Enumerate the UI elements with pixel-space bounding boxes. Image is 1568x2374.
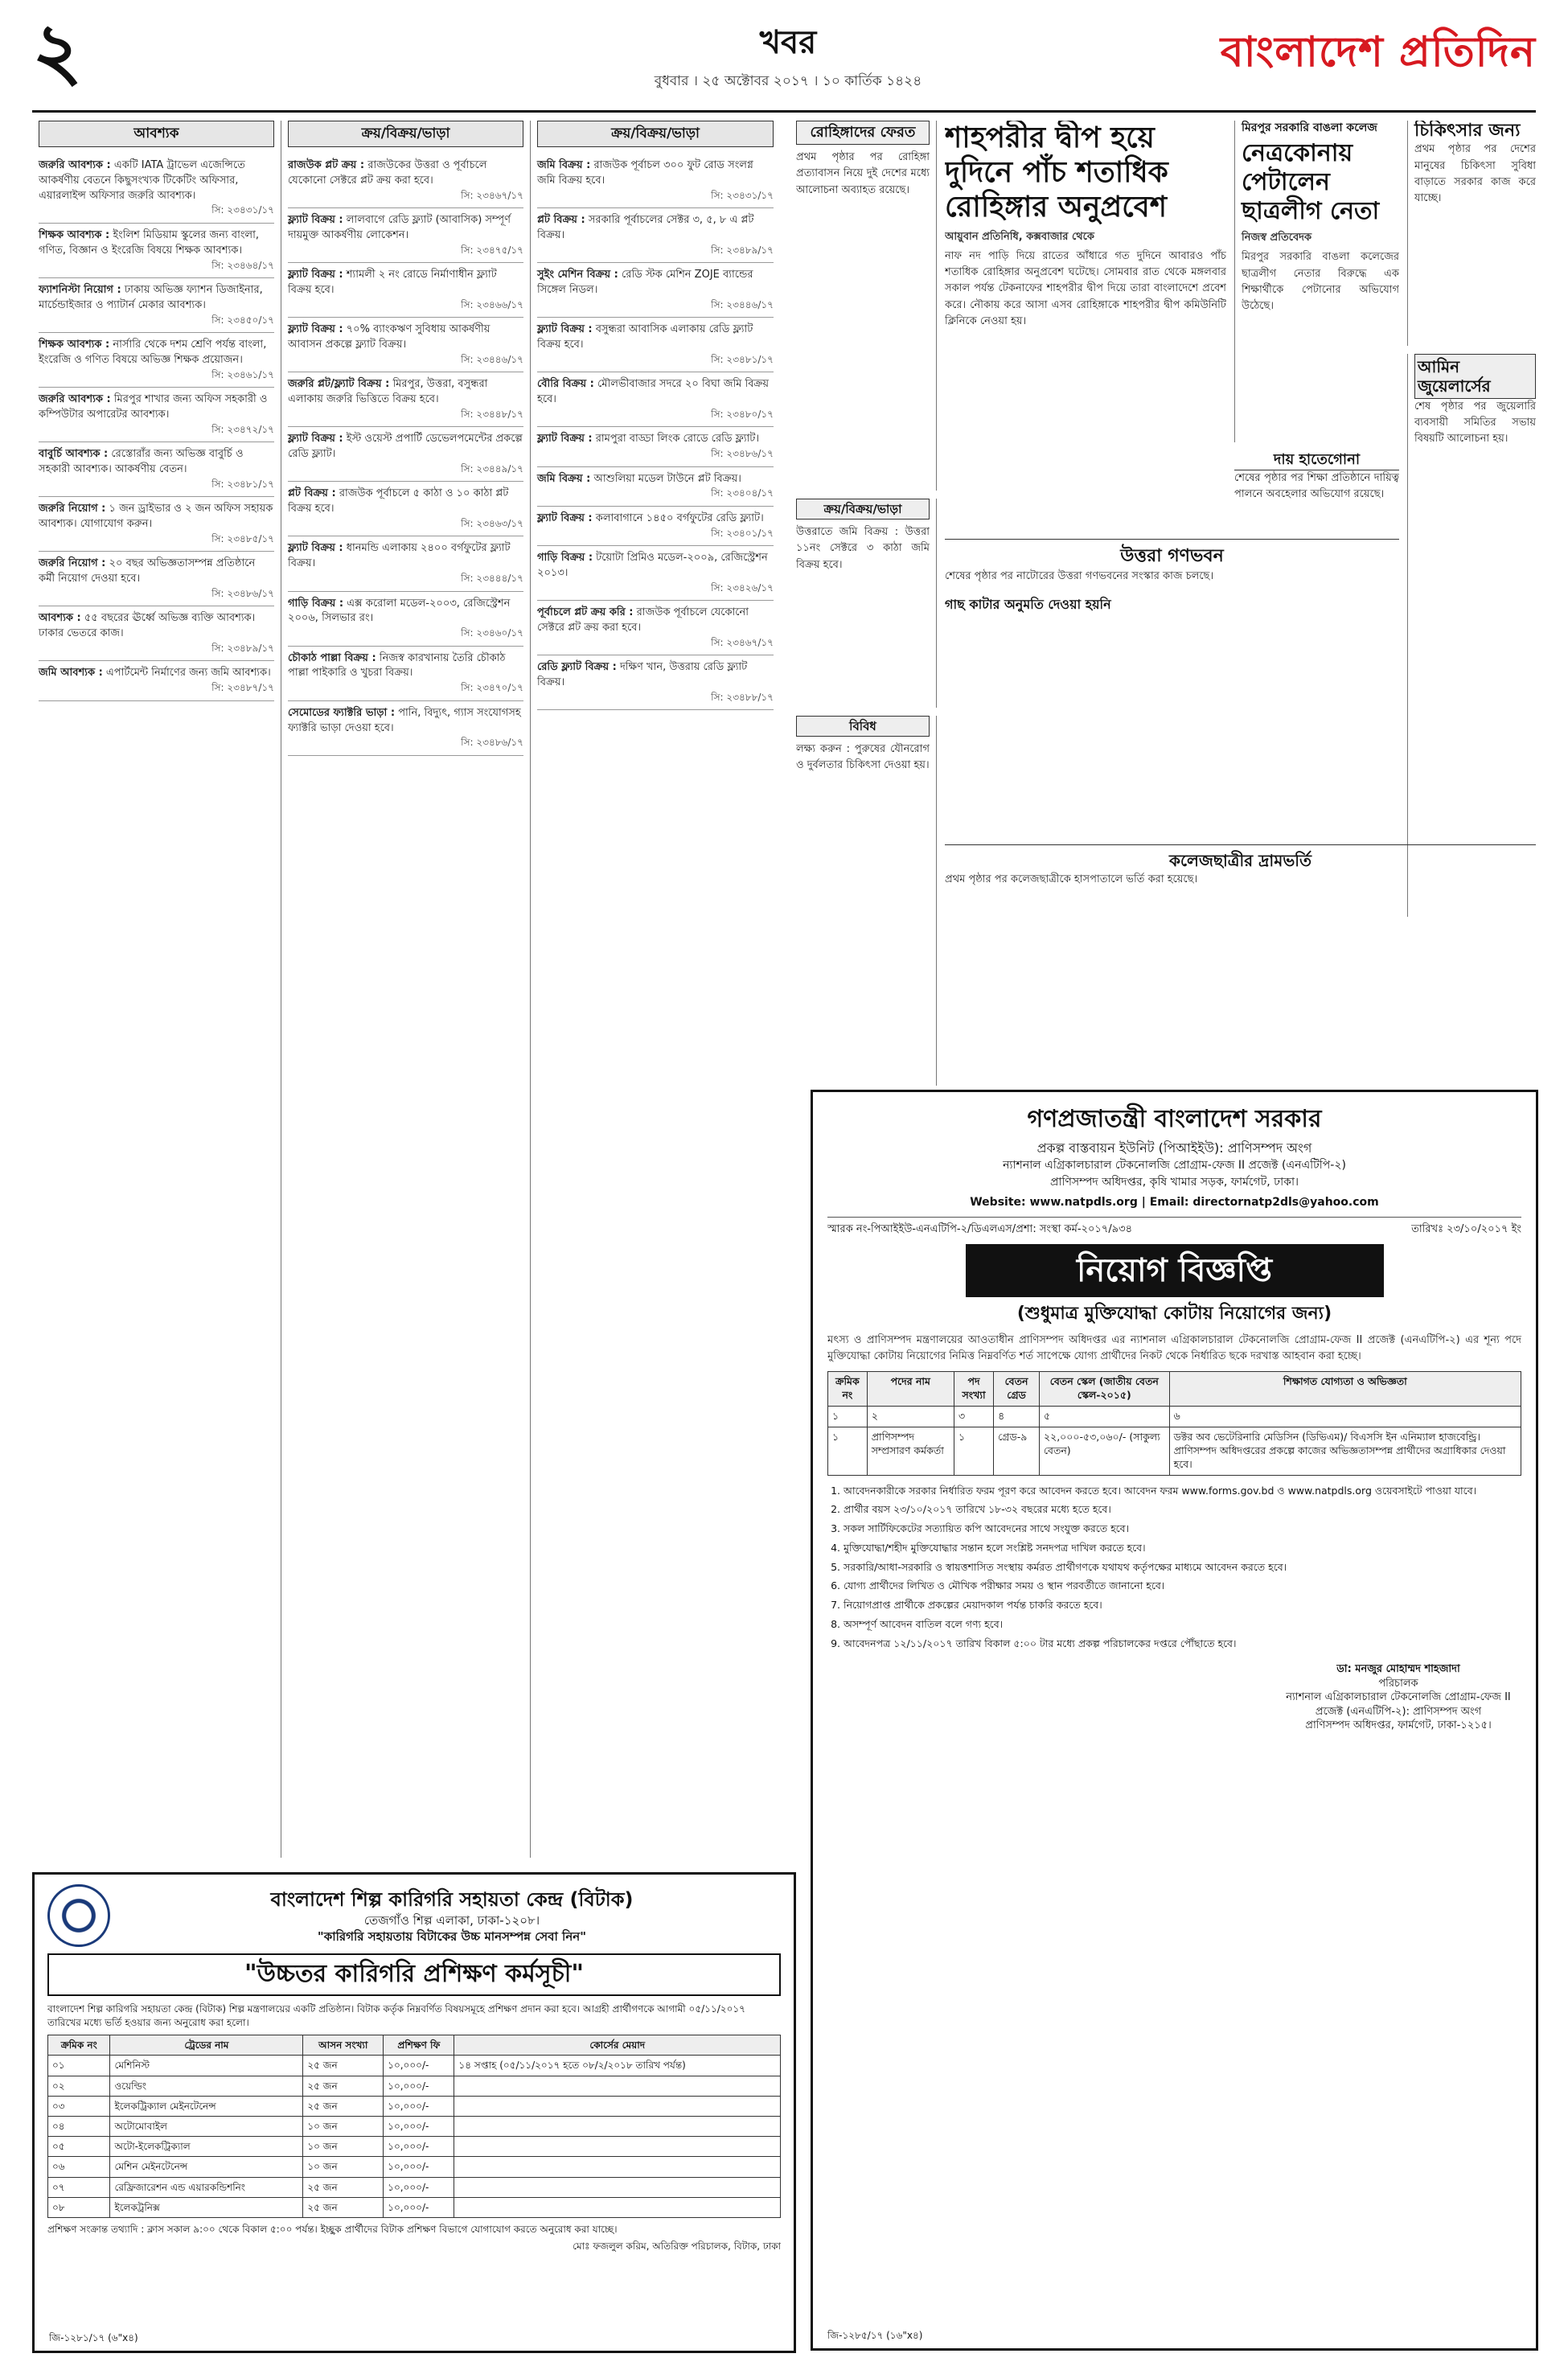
classified-ad xyxy=(288,482,523,536)
ad-title: প্লট বিক্রয় : xyxy=(537,214,585,227)
table-cell: ২৫ জন xyxy=(303,2076,384,2096)
column-heading: আবশ্যক xyxy=(39,121,274,147)
story-kicker: মিরপুর সরকারি বাঙলা কলেজ xyxy=(1242,121,1377,134)
misc-body: লক্ষ্য করুন : পুরুষের যৌনরোগ ও দুর্বলতার চিকিৎসা দেওয়া হয়। xyxy=(796,743,930,772)
ad-text: নার্সারি থেকে দশম শ্রেণি পর্যন্ত বাংলা, ইংরেজি ও গণিত বিষয়ে অভিজ্ঞ শিক্ষক প্রয়োজন। xyxy=(39,339,267,366)
classified-ad xyxy=(288,536,523,591)
table-cell: ৬ xyxy=(1169,1407,1521,1427)
table-cell: ১০ জন xyxy=(303,2157,384,2177)
term-item: 1. আবেদনকারীকে সরকার নির্ধারিত ফরম পূরণ করে আবেদন করতে হবে। আবেদন ফরম www.forms.gov.bd ও www.natpdls.org ওয়েবসাইটে পাওয়া যাবে। xyxy=(844,1484,1521,1499)
story-body: প্রথম পৃষ্ঠার পর রোহিঙ্গা প্রত্যাবাসন নিয়ে দুই দেশের মধ্যে আলোচনা অব্যাহত রয়েছে। xyxy=(796,151,930,196)
classified-ad xyxy=(39,333,274,388)
ad-title: ফ্ল্যাট বিক্রয় : xyxy=(288,433,343,446)
ad-title: ফ্যাশনিস্টা নিয়োগ : xyxy=(39,283,121,296)
ad-ref: সি: ২৩৪৬১/১৭ xyxy=(211,368,274,380)
table-cell: বেতন গ্রেড xyxy=(994,1372,1040,1407)
table-cell: ১ xyxy=(828,1407,868,1427)
ad-text: পানি, বিদ্যুৎ, গ্যাস সংযোগসহ ফ্যাক্টরি ভাড়া দেওয়া হবে। xyxy=(288,706,521,734)
bitac-footer: প্রশিক্ষণ সংক্রান্ত তথ্যাদি : ক্লাস সকাল ৯:০০ থেকে বিকাল ৫:০০ পর্যন্ত। ইচ্ছুক প্রার্থীদের বিটাক প্রশিক্ষণ বিভাগে যোগাযোগ করতে অনুরোধ করা যাচ্ছে। xyxy=(47,2223,618,2235)
table-cell: ইলেকট্রনিক্স xyxy=(110,2197,303,2217)
bitac-title: বাংলাদেশ শিল্প কারিগরি সহায়তা কেন্দ্র (বিটাক) xyxy=(270,1887,634,1911)
bitac-intro: বাংলাদেশ শিল্প কারিগরি সহায়তা কেন্দ্র (বিটাক) শিল্প মন্ত্রণালয়ের একটি প্রতিষ্ঠান। বিটাক কর্তৃক নিম্নবর্ণিত বিষয়সমূহে প্রশিক্ষণ প্রদান করা হবে। আগ্রহী প্রার্থীগণকে আগামী ০৫/১১/২০১৭ তারিখের মধ্যে ভর্তি হওয়ার জন্য অনুরোধ করা হলো। xyxy=(47,2002,745,2028)
ad-text: রাজউক পূর্বাচলে যেকোনো সেক্টরে প্লট ক্রয় করা হবে। xyxy=(537,606,749,634)
table-cell: ০৩ xyxy=(48,2096,110,2116)
classified-ad xyxy=(39,224,274,278)
table-cell: ২৫ জন xyxy=(303,2056,384,2076)
table-cell: ১০ জন xyxy=(303,2137,384,2157)
ad-text: ধানমন্ডি এলাকায় ২৪০০ বর্গফুটের ফ্ল্যাট বিক্রয়। xyxy=(288,542,511,570)
notice-title: নিয়োগ বিজ্ঞপ্তি xyxy=(966,1244,1384,1297)
ad-title: জরুরি নিয়োগ : xyxy=(39,557,106,570)
classified-ad xyxy=(39,442,274,497)
column-heading: ক্রয়/বিক্রয়/ভাড়া xyxy=(288,121,523,147)
ad-ref: সি: ২৩৪৮৭/১৭ xyxy=(211,682,274,694)
table-cell: ৪ xyxy=(994,1407,1040,1427)
ad-title: জরুরি আবশ্যক : xyxy=(39,393,111,406)
sale-body: উত্তরাতে জমি বিক্রয় : উত্তরা ১১নং সেক্টরে ৩ কাঠা জমি বিক্রয় হবে। xyxy=(796,526,930,571)
table-header-row xyxy=(828,1372,1521,1407)
table-cell: ০৮ xyxy=(48,2197,110,2217)
ad-title: জমি বিক্রয় : xyxy=(537,158,591,171)
table-cell: ক্রমিক নং xyxy=(828,1372,868,1407)
table-cell: ০৬ xyxy=(48,2157,110,2177)
ad-title: ফ্ল্যাট বিক্রয় : xyxy=(288,214,343,227)
classified-ad xyxy=(39,497,274,552)
table-cell: ১০,০০০/- xyxy=(384,2056,454,2076)
ad-text: রাজউকের উত্তরা ও পূর্বাচলে যেকোনো সেক্টরে প্লট ক্রয় করা হবে। xyxy=(288,158,487,187)
ad-text: ঢাকায় অভিজ্ঞ ফ্যাশন ডিজাইনার, মার্চেন্ডাইজার ও প্যাটার্ন মেকার আবশ্যক। xyxy=(39,283,263,311)
ad-title: শিক্ষক আবশ্যক : xyxy=(39,339,110,351)
ad-title: ফ্ল্যাট বিক্রয় : xyxy=(288,323,343,336)
table-cell: প্রশিক্ষণ ফি xyxy=(384,2035,454,2056)
ad-title: চৌকাঠ পাল্লা বিক্রয় : xyxy=(288,651,376,664)
column-buy-sell xyxy=(281,121,531,1858)
term-item: 3. সকল সার্টিফিকেটের সত্যায়িত কপি আবেদনের সাথে সংযুক্ত করতে হবে। xyxy=(844,1522,1521,1537)
bitac-slogan: "কারিগরি সহায়তায় বিটাকের উচ্চ মানসম্পন্ন সেবা নিন" xyxy=(317,1929,587,1945)
college-story xyxy=(1234,121,1399,442)
table-row xyxy=(48,2177,781,2197)
table-cell xyxy=(454,2177,781,2197)
classified-ad xyxy=(288,372,523,427)
ad-ref: সি: ২৩৪৮১/১৭ xyxy=(711,353,774,365)
signer-name: ডা: মনজুর মোহাম্মদ শাহজাদা xyxy=(1336,1663,1460,1676)
table-row xyxy=(48,2137,781,2157)
table-cell: ০৪ xyxy=(48,2117,110,2137)
table-cell: প্রাণিসম্পদ সম্প্রসারণ কর্মকর্তা xyxy=(867,1427,954,1475)
ad-title: ফ্ল্যাট বিক্রয় : xyxy=(288,542,343,555)
news-area xyxy=(796,121,1536,1086)
table-cell: ০২ xyxy=(48,2076,110,2096)
table-cell xyxy=(454,2096,781,2116)
classified-ad xyxy=(288,647,523,701)
notice-signature xyxy=(1278,1662,1519,1733)
ad-text: রাজউক পূর্বাচলে ৫ কাঠা ও ১০ কাঠা প্লট বিক্রয় হবে। xyxy=(288,487,509,515)
ad-ref: সি: ২৩৪৪৮/১৭ xyxy=(461,408,523,420)
table-cell: বেতন স্কেল (জাতীয় বেতন স্কেল-২০১৫) xyxy=(1039,1372,1169,1407)
rohingya-return-story xyxy=(796,121,937,491)
classified-ad xyxy=(288,427,523,482)
table-cell: ৩ xyxy=(954,1407,993,1427)
memo-date: তারিখঃ ২৩/১০/২০১৭ ইং xyxy=(1411,1222,1521,1235)
classified-ad xyxy=(537,655,774,710)
ad-ref: সি: ২৩৪৮৫/১৭ xyxy=(211,532,274,544)
term-item: 8. অসম্পূর্ণ আবেদন বাতিল বলে গণ্য হবে। xyxy=(844,1617,1521,1633)
notice-terms xyxy=(827,1484,1521,1652)
table-cell: ১০,০০০/- xyxy=(384,2177,454,2197)
ad-title: বাবুর্চি আবশ্যক : xyxy=(39,448,109,461)
table-cell: আসন সংখ্যা xyxy=(303,2035,384,2056)
ad-title: পূর্বাচলে প্লট ক্রয় করি : xyxy=(537,606,634,619)
ad-title: প্লট বিক্রয় : xyxy=(288,487,336,500)
duty-headline: দায় হাতেগোনা xyxy=(1234,450,1399,470)
ad-text: কলাবাগানে ১৪৫০ বর্গফুটের রেডি ফ্ল্যাট। xyxy=(595,511,764,524)
ad-ref: সি: ২৩৪৭২/১৭ xyxy=(211,423,274,435)
uttara-body: শেষের পৃষ্ঠার পর নাটোরের উত্তরা গণভবনের সংস্কার কাজ চলছে। xyxy=(945,569,1214,582)
ad-text: দক্ষিণ খান, উত্তরায় রেডি ফ্ল্যাট বিক্রয়। xyxy=(537,661,748,689)
term-item: 6. যোগ্য প্রার্থীদের লিখিত ও মৌখিক পরীক্ষার সময় ও স্থান পরবর্তীতে জানানো হবে। xyxy=(844,1579,1521,1594)
table-cell: ০৫ xyxy=(48,2137,110,2157)
notice-intro: মৎস্য ও প্রাণিসম্পদ মন্ত্রণালয়ের আওতাধীন প্রাণিসম্পদ অধিদপ্তর এর ন্যাশনাল এগ্রিকালচারাল টেকনোলজি প্রোগ্রাম-ফেজ II প্রজেক্ট (এনএটিপি-২) এর শূন্য পদে মুক্তিযোদ্ধা কোটায় নিয়োগের নিমিত্ত নিম্নবর্ণিত শর্ত সাপেক্ষে যোগ্য প্রার্থীদের নিকট থেকে নির্ধারিত ছকে দরখাস্ত আহবান করা হচ্ছে। xyxy=(827,1334,1521,1363)
ad-title: ফ্ল্যাট বিক্রয় : xyxy=(288,269,343,281)
table-cell: রেফ্রিজারেশন এন্ড এয়ারকন্ডিশনিং xyxy=(110,2177,303,2197)
ad-text: সরকারি পূর্বাচলের সেক্টর ৩, ৫, ৮ এ প্লট বিক্রয়। xyxy=(537,214,754,241)
classifieds xyxy=(32,121,780,1858)
story-headline: রোহিঙ্গাদের ফেরত xyxy=(796,121,930,145)
ad-title: ফ্ল্যাট বিক্রয় : xyxy=(537,323,593,336)
ad-ref: সি: ২৩৪৫০/১৭ xyxy=(211,314,274,326)
classified-ad xyxy=(39,154,274,224)
table-cell: অটোমোবাইল xyxy=(110,2117,303,2137)
ad-text: শ্যামলী ২ নং রোডে নির্মাণাধীন ফ্ল্যাট বিক্রয় হবে। xyxy=(288,269,497,296)
table-row xyxy=(828,1407,1521,1427)
table-cell: ০৭ xyxy=(48,2177,110,2197)
vacancy-table xyxy=(827,1371,1521,1475)
ad-text: মিরপুর শাখার জন্য অফিস সহকারী ও কম্পিউটার অপারেটর আবশ্যক। xyxy=(39,393,268,421)
notice-org-title: গণপ্রজাতন্ত্রী বাংলাদেশ সরকার xyxy=(1027,1105,1322,1133)
lead-byline: আয়ুবান প্রতিনিধি, কক্সবাজার থেকে xyxy=(945,230,1094,243)
ad-title: জরুরি প্লট/ফ্ল্যাট বিক্রয় : xyxy=(288,378,390,391)
ad-title: জরুরি নিয়োগ : xyxy=(39,503,106,515)
ad-text: ইংলিশ মিডিয়াম স্কুলের জন্য বাংলা, গণিত, বিজ্ঞান ও ইংরেজি বিষয়ে শিক্ষক আবশ্যক। xyxy=(39,228,260,257)
bitac-notice xyxy=(32,1872,796,2353)
notice-project: ন্যাশনাল এগ্রিকালচারাল টেকনোলজি প্রোগ্রাম-ফেজ II প্রজেক্ট (এনএটিপি-২) xyxy=(1003,1159,1346,1173)
ad-reference: জি-১২৮১/১৭ (৬"x৪) xyxy=(49,2331,138,2343)
bitac-header xyxy=(47,1884,781,1947)
ad-text: আশুলিয়া মডেল টাউনে প্লট বিক্রয়। xyxy=(593,472,741,485)
ad-ref: সি: ২৩৪৮৯/১৭ xyxy=(211,643,274,655)
classified-ad xyxy=(537,467,774,507)
ad-ref: সি: ২৩৪৩১/১৭ xyxy=(211,204,274,216)
ad-title: গাড়ি বিক্রয় : xyxy=(288,597,344,610)
ad-text: এপার্টমেন্ট নির্মাণের জন্য জমি আবশ্যক। xyxy=(105,667,271,680)
ad-ref: সি: ২৩৪৬৩/১৭ xyxy=(461,518,523,530)
column-heading: ক্রয়/বিক্রয়/ভাড়া xyxy=(537,121,774,147)
table-cell: ১০,০০০/- xyxy=(384,2157,454,2177)
classified-ad xyxy=(288,154,523,208)
notice-subtitle: (শুধুমাত্র মুক্তিযোদ্ধা কোটায় নিয়োগের জন্য) xyxy=(1016,1304,1332,1325)
table-cell: ২৫ জন xyxy=(303,2096,384,2116)
ad-text: রেস্তোরাঁর জন্য অভিজ্ঞ বাবুর্চি ও সহকারী আবশ্যক। আকর্ষণীয় বেতন। xyxy=(39,448,244,476)
table-row xyxy=(48,2197,781,2217)
table-row xyxy=(828,1427,1521,1475)
ad-ref: সি: ২৩৪৪৬/১৭ xyxy=(461,353,523,365)
column-wanted xyxy=(32,121,281,1858)
ad-ref: সি: ২৩৪৬৪/১৭ xyxy=(211,259,274,271)
ad-reference: জি-১২৮৫/১৭ (১৬"x৪) xyxy=(827,2329,923,2341)
ad-ref: সি: ২৩৪২৬/১৭ xyxy=(711,581,774,594)
bitac-logo xyxy=(47,1884,110,1947)
ad-text: রামপুরা বাড্ডা লিংক রোডে রেডি ফ্ল্যাট। xyxy=(595,433,760,446)
ad-ref: সি: ২৩৪৪৯/১৭ xyxy=(461,463,523,475)
table-cell: শিক্ষাগত যোগ্যতা ও অভিজ্ঞতা xyxy=(1169,1372,1521,1407)
ad-ref: সি: ২৩৪৩১/১৭ xyxy=(711,189,774,201)
lead-headline: শাহপরীর দ্বীপ হয়ে দুদিনে পাঁচ শতাধিক রোহিঙ্গার অনুপ্রবেশ xyxy=(945,121,1168,224)
classified-ad xyxy=(39,278,274,333)
lead-body: নাফ নদ পাড়ি দিয়ে রাতের আঁধারে গত দুদিনে আবারও পাঁচ শতাধিক রোহিঙ্গার অনুপ্রবেশ ঘটেছে। সোমবার রাত থেকে মঙ্গলবার সকাল পর্যন্ত টেকনাফের শাহপরীর দ্বীপ দিয়ে তারা বাংলাদেশে প্রবেশ করে। নৌকায় করে আসা এসব রোহিঙ্গাকে শাহপরীর দ্বীপ কমিউনিটি ক্লিনিকে নেওয়া হয়। xyxy=(945,250,1226,327)
table-cell: ২৫ জন xyxy=(303,2197,384,2217)
table-cell: গ্রেড-৯ xyxy=(994,1427,1040,1475)
classified-ad xyxy=(39,661,274,700)
ad-text: বসুন্ধরা আবাসিক এলাকায় রেডি ফ্ল্যাট বিক্রয় হবে। xyxy=(537,323,753,351)
table-cell: ১০,০০০/- xyxy=(384,2197,454,2217)
ad-text: মৌলভীবাজার সদরে ২০ বিঘা জমি বিক্রয় হবে। xyxy=(537,378,770,406)
table-cell: ওয়েল্ডিং xyxy=(110,2076,303,2096)
table-cell: ক্রমিক নং xyxy=(48,2035,110,2056)
ad-text: এক্স করোলা মডেল-২০০৩, রেজিস্ট্রেশন ২০০৬, সিলভার রং। xyxy=(288,597,511,625)
table-cell: ১০,০০০/- xyxy=(384,2096,454,2116)
uttara-headline: উত্তরা গণভবন xyxy=(1120,546,1224,566)
masthead xyxy=(32,6,1536,113)
memo-number: স্মারক নং-পিআইইউ-এনএটিপি-২/ডিএলএস/প্রশা: সংস্থা কর্ম-২০১৭/৯৩৪ xyxy=(827,1222,1133,1235)
ad-ref: সি: ২৩৪৬৬/১৭ xyxy=(461,298,523,310)
table-cell: কোর্সের মেয়াদ xyxy=(454,2035,781,2056)
ad-text: মিরপুর, উত্তরা, বসুন্ধরা এলাকায় জরুরি ভিত্তিতে বিক্রয় হবে। xyxy=(288,378,488,406)
college-admit-story xyxy=(945,844,1536,1078)
college-body: মিরপুর সরকারি বাঙলা কলেজের ছাত্রলীগ নেতার বিরুদ্ধে এক শিক্ষার্থীকে পেটানোর অভিযোগ উঠেছে। xyxy=(1242,251,1399,312)
page-number: ২ xyxy=(32,6,83,97)
ad-title: ফ্ল্যাট বিক্রয় : xyxy=(537,433,593,446)
classified-ad xyxy=(39,388,274,442)
amin-headline: আমিন জুয়েলার্সের xyxy=(1414,354,1536,399)
classified-ad xyxy=(537,208,774,263)
table-cell xyxy=(454,2076,781,2096)
table-cell: ১০,০০০/- xyxy=(384,2117,454,2137)
table-cell xyxy=(454,2137,781,2157)
table-cell: ৫ xyxy=(1039,1407,1169,1427)
classified-ad xyxy=(288,208,523,263)
ad-text: ২০ বছর অভিজ্ঞতাসম্পন্ন প্রতিষ্ঠানে কর্মী নিয়োগ দেওয়া হবে। xyxy=(39,557,256,585)
table-row xyxy=(48,2056,781,2076)
classified-ad xyxy=(537,372,774,427)
table-cell: ইলেকট্রিক্যাল মেইনটেনেন্স xyxy=(110,2096,303,2116)
ad-text: ৫৫ বছরের ঊর্ধ্বে অভিজ্ঞ ব্যক্তি আবশ্যক। ঢাকার ভেতরে কাজ। xyxy=(39,612,256,640)
table-cell: ০১ xyxy=(48,2056,110,2076)
ad-text: রেডি স্টক মেশিন ZOJE ব্যান্ডের সিঙ্গেল নিডল। xyxy=(537,269,753,296)
ad-ref: সি: ২৩৪৮৬/১৭ xyxy=(461,737,523,749)
term-item: 4. মুক্তিযোদ্ধা/শহীদ মুক্তিযোদ্ধার সন্তান হলে সংশ্লিষ্ট সনদপত্র দাখিল করতে হবে। xyxy=(844,1541,1521,1556)
classified-ad xyxy=(288,592,523,647)
table-cell xyxy=(454,2157,781,2177)
duty-story xyxy=(1234,450,1399,515)
table-cell: ১০,০০০/- xyxy=(384,2137,454,2157)
table-cell: ২২,০০০-৫৩,০৬০/- (সাকুল্য বেতন) xyxy=(1039,1427,1169,1475)
bitac-address: তেজগাঁও শিল্প এলাকা, ঢাকা-১২০৮। xyxy=(363,1912,540,1928)
table-cell: ১ xyxy=(954,1427,993,1475)
signer-title: পরিচালক xyxy=(1378,1677,1418,1690)
notice-unit: প্রকল্প বাস্তবায়ন ইউনিট (পিআইইউ): প্রাণিসম্পদ অংগ xyxy=(1036,1140,1312,1156)
ad-ref: সি: ২৩৪০১/১৭ xyxy=(711,527,774,539)
misc-box xyxy=(796,716,937,1086)
classified-ad xyxy=(288,318,523,372)
table-cell: মেশিনিস্ট xyxy=(110,2056,303,2076)
tree-headline: গাছ কাটার অনুমতি দেওয়া হয়নি xyxy=(945,596,1111,612)
table-cell: ১৪ সপ্তাহ (০৫/১১/২০১৭ হতে ০৮/২/২০১৮ তারিখ পর্যন্ত) xyxy=(454,2056,781,2076)
misc-heading: বিবিধ xyxy=(796,716,930,737)
sale-box xyxy=(796,499,937,708)
classified-ad xyxy=(537,601,774,655)
classified-ad xyxy=(39,552,274,606)
term-item: 7. নিয়োগপ্রাপ্ত প্রার্থীকে প্রকল্পের মেয়াদকাল পর্যন্ত চাকরি করতে হবে। xyxy=(844,1598,1521,1613)
sale-heading: ক্রয়/বিক্রয়/ভাড়া xyxy=(796,499,930,520)
ad-ref: সি: ২৩৪৬০/১৭ xyxy=(461,627,523,639)
dateline: বুধবার । ২৫ অক্টোবর ২০১৭ । ১০ কার্তিক ১৪২৪ xyxy=(654,73,922,89)
notice-memo xyxy=(827,1217,1521,1237)
ad-text: টয়োটা প্রিমিও মডেল-২০০৯, রেজিস্ট্রেশন ২০১৩। xyxy=(537,552,768,579)
classified-ad xyxy=(537,318,774,372)
ad-title: রাজউক প্লট ক্রয় : xyxy=(288,158,365,171)
health-headline: চিকিৎসার জন্য xyxy=(1414,121,1521,141)
ad-text: ইস্ট ওয়েস্ট প্রপার্টি ডেভেলপমেন্টের প্রকল্পে রেডি ফ্ল্যাট। xyxy=(288,433,523,461)
ad-text: ১ জন ড্রাইভার ও ২ জন অফিস সহায়ক আবশ্যক। যোগাযোগ করুন। xyxy=(39,503,273,531)
ad-title: জমি বিক্রয় : xyxy=(537,472,591,485)
ad-ref: সি: ২৩৪৭০/১৭ xyxy=(461,682,523,694)
ad-ref: সি: ২৩৪৪৬/১৭ xyxy=(711,298,774,310)
table-cell: ডক্টর অব ভেটেরিনারি মেডিসিন (ডিভিএম)/ বিএসসি ইন এনিম্যাল হাজবেন্ড্রি। প্রাণিসম্পদ অধিদপ্তরের প্রকল্পে কাজের অভিজ্ঞতাসম্পন্ন প্রার্থীদের অগ্রাধিকার দেওয়া হবে। xyxy=(1169,1427,1521,1475)
bitac-signature: মোঃ ফজলুল করিম, অতিরিক্ত পরিচালক, বিটাক, ঢাকা xyxy=(573,2241,781,2253)
college-admit-body: প্রথম পৃষ্ঠার পর কলেজছাত্রীকে হাসপাতালে ভর্তি করা হয়েছে। xyxy=(945,873,1198,885)
table-cell: মেশিন মেইনটেনেন্স xyxy=(110,2157,303,2177)
column-buy-sell-2 xyxy=(531,121,780,1858)
table-cell: পদ সংখ্যা xyxy=(954,1372,993,1407)
ad-title: গাড়ি বিক্রয় : xyxy=(537,552,593,565)
brand-logo[interactable]: বাংলাদেশ প্রতিদিন xyxy=(1220,28,1536,76)
ad-title: জরুরি আবশ্যক : xyxy=(39,158,111,171)
training-table xyxy=(47,2035,781,2218)
notice-website[interactable]: Website: www.natpdls.org | Email: directornatp2dls@yahoo.com xyxy=(970,1195,1379,1209)
table-cell: পদের নাম xyxy=(867,1372,954,1407)
ad-title: সুইং মেশিন বিক্রয় : xyxy=(537,269,618,281)
table-cell: ২ xyxy=(867,1407,954,1427)
classified-ad xyxy=(537,546,774,601)
table-row xyxy=(48,2157,781,2177)
classified-ad xyxy=(537,427,774,466)
classified-ad xyxy=(288,701,523,756)
table-row xyxy=(48,2117,781,2137)
ad-ref: সি: ২৩৪৮০/১৭ xyxy=(711,408,774,420)
ad-text: লালবাগে রেডি ফ্ল্যাট (আবাসিক) সম্পূর্ণ দায়মুক্ত আকর্ষণীয় লোকেশন। xyxy=(288,214,511,241)
ad-text: একটি IATA ট্রাভেল এজেন্সিতে আকর্ষণীয় বেতনে কিছুসংখ্যক টিকেটিং অফিসার, এয়ারলাইন্স অফিসার জরুরি আবশ্যক। xyxy=(39,158,245,202)
ad-text: ৭০% ব্যাংকঋণ সুবিধায় আকর্ষণীয় আবাসন প্রকল্পে ফ্ল্যাট বিক্রয়। xyxy=(288,323,491,351)
term-item: 2. প্রার্থীর বয়স ২৩/১০/২০১৭ তারিখে ১৮-৩২ বছরের মধ্যে হতে হবে। xyxy=(844,1502,1521,1518)
classified-ad xyxy=(537,154,774,208)
ad-ref: সি: ২৩৪৪৪/১৭ xyxy=(461,573,523,585)
college-headline: নেত্রকোনায় পেটালেন ছাত্রলীগ নেতা xyxy=(1242,138,1380,225)
health-story xyxy=(1407,121,1536,346)
table-row xyxy=(48,2096,781,2116)
ad-text: নিজস্ব কারখানায় তৈরি চৌকাঠ পাল্লা পাইকারি ও খুচরা বিক্রয়। xyxy=(288,651,506,680)
table-cell xyxy=(454,2117,781,2137)
table-cell: ১ xyxy=(828,1427,868,1475)
amin-jewellers-story xyxy=(1407,354,1536,917)
ad-ref: সি: ২৩৪৮৮/১৭ xyxy=(711,691,774,703)
ad-title: সেমোডের ফ্যাক্টরি ভাড়া : xyxy=(288,706,396,719)
government-notice xyxy=(811,1090,1538,2351)
term-item: 5. সরকারি/আধা-সরকারি ও স্বায়ত্তশাসিত সংস্থায় কর্মরত প্রার্থীগণকে যথাযথ কর্তৃপক্ষের মাধ্যমে আবেদন করতে হবে। xyxy=(844,1560,1521,1575)
college-admit-headline: কলেজছাত্রীর দ্রামভর্তি xyxy=(1169,851,1311,870)
ad-ref: সি: ২৩৪৭৫/১৭ xyxy=(461,244,523,256)
ad-ref: সি: ২৩৪৮৬/১৭ xyxy=(211,588,274,600)
amin-body: শেষ পৃষ্ঠার পর জুয়েলারি ব্যবসায়ী সমিতির সভায় বিষয়টি আলোচনা হয়। xyxy=(1414,400,1536,446)
classified-ad xyxy=(39,606,274,661)
ad-title: ফ্ল্যাট বিক্রয় : xyxy=(537,511,593,524)
ad-title: জমি আবশ্যক : xyxy=(39,667,103,680)
college-byline: নিজস্ব প্রতিবেদক xyxy=(1242,231,1312,244)
ad-ref: সি: ২৩৪০৪/১৭ xyxy=(711,487,774,499)
table-row xyxy=(48,2076,781,2096)
classified-ad xyxy=(537,507,774,546)
section-title: খবর xyxy=(759,24,817,61)
ad-title: শিক্ষক আবশ্যক : xyxy=(39,228,110,241)
health-body: প্রথম পৃষ্ঠার পর দেশের মানুষের চিকিৎসা সুবিধা বাড়াতে সরকার কাজ করে যাচ্ছে। xyxy=(1414,143,1536,204)
notice-address: প্রাণিসম্পদ অধিদপ্তর, কৃষি খামার সড়ক, ফার্মগেট, ঢাকা। xyxy=(1049,1175,1299,1189)
ad-ref: সি: ২৩৪৮৯/১৭ xyxy=(711,244,774,256)
ad-title: রেডি ফ্ল্যাট বিক্রয় : xyxy=(537,661,617,674)
signer-org: ন্যাশনাল এগ্রিকালচারাল টেকনোলজি প্রোগ্রাম-ফেজ II প্রজেক্ট (এনএটিপি-২): প্রাণিসম্পদ অংগ xyxy=(1286,1691,1511,1718)
table-cell: অটো-ইলেকট্রিক্যাল xyxy=(110,2137,303,2157)
ad-ref: সি: ২৩৪৬৭/১৭ xyxy=(461,189,523,201)
table-cell: ২৫ জন xyxy=(303,2177,384,2197)
classified-ad xyxy=(537,263,774,318)
bitac-banner: "উচ্চতর কারিগরি প্রশিক্ষণ কর্মসূচী" xyxy=(47,1953,781,1996)
signer-address: প্রাণিসম্পদ অধিদপ্তর, ফার্মগেট, ঢাকা-১২১৫। xyxy=(1305,1719,1492,1732)
table-header-row xyxy=(48,2035,781,2056)
table-cell: ১০ জন xyxy=(303,2117,384,2137)
table-cell: ১০,০০০/- xyxy=(384,2076,454,2096)
table-cell xyxy=(454,2197,781,2217)
term-item: 9. আবেদনপত্র ১২/১১/২০১৭ তারিখ বিকাল ৫:০০ টার মধ্যে প্রকল্প পরিচালকের দপ্তরে পৌঁছাতে হবে। xyxy=(844,1637,1521,1652)
ad-title: আবশ্যক : xyxy=(39,612,81,625)
ad-text: রাজউক পূর্বাচল ৩০০ ফুট রোড সংলগ্ন জমি বিক্রয় হবে। xyxy=(537,158,753,187)
classified-ad xyxy=(288,263,523,318)
ad-ref: সি: ২৩৪৬৭/১৭ xyxy=(711,636,774,648)
bitac-title-block xyxy=(123,1887,781,1945)
duty-body: শেষের পৃষ্ঠার পর শিক্ষা প্রতিষ্ঠানে দায়িত্ব পালনে অবহেলার অভিযোগ রয়েছে। xyxy=(1234,472,1399,501)
uttara-story xyxy=(945,539,1399,836)
table-cell: ট্রেডের নাম xyxy=(110,2035,303,2056)
ad-ref: সি: ২৩৪৮১/১৭ xyxy=(211,478,274,490)
ad-ref: সি: ২৩৪৮৬/১৭ xyxy=(711,448,774,460)
ad-title: বৌরি বিক্রয় : xyxy=(537,378,594,391)
